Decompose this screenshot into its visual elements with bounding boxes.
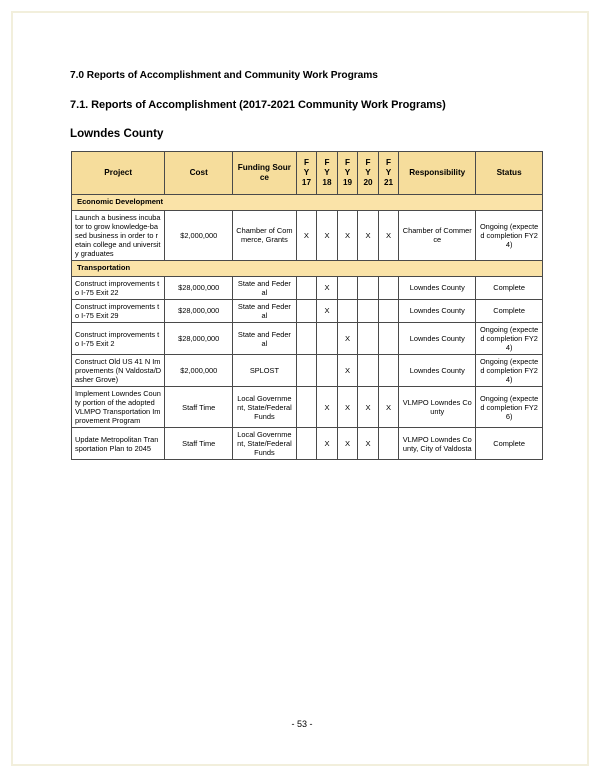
cell-fy20: X [358, 210, 379, 260]
fy20-line-1: F [365, 158, 371, 168]
cell-fy17 [296, 355, 317, 387]
cell-fy18: X [317, 276, 338, 299]
fy17-line-2: Y [303, 168, 310, 178]
fy18-line-2: Y [324, 168, 330, 178]
cell-fy21 [378, 323, 399, 355]
cell-cost: Staff Time [165, 387, 233, 428]
section-header-row [72, 261, 543, 277]
county-heading: Lowndes County [70, 127, 164, 140]
section-heading-7-0: 7.0 Reports of Accomplishment and Community Work Programs [70, 70, 378, 81]
cell-fy18 [317, 323, 338, 355]
column-header-status: Status [476, 152, 543, 195]
cell-funding: Local Government, State/Federal Funds [233, 428, 297, 460]
cell-responsibility: Lowndes County [399, 355, 476, 387]
column-header-cost: Cost [165, 152, 233, 195]
fy17-line-3: 17 [301, 177, 312, 187]
cell-funding: Local Government, State/Federal Funds [233, 387, 297, 428]
cell-fy19: X [337, 210, 358, 260]
cell-fy19 [337, 276, 358, 299]
cell-fy21: X [378, 387, 399, 428]
cell-project: Implement Lowndes County portion of the adopted VLMPO Transportation Improvement Program [72, 387, 165, 428]
fy18-line-3: 18 [322, 177, 332, 187]
cell-status: Ongoing (expected completion FY24) [476, 355, 543, 387]
cell-status: Complete [476, 428, 543, 460]
cell-cost: $2,000,000 [165, 355, 233, 387]
cell-fy17 [296, 299, 317, 322]
cell-fy17: X [296, 210, 317, 260]
cell-fy19: X [337, 428, 358, 460]
table-body [72, 195, 543, 460]
cell-fy18: X [317, 428, 338, 460]
column-header-fy17 [296, 152, 317, 195]
column-header-responsibility: Responsibility [399, 152, 476, 195]
cell-responsibility: VLMPO Lowndes County, City of Valdosta [399, 428, 476, 460]
cell-status: Ongoing (expected completion FY24) [476, 323, 543, 355]
table-row [72, 299, 543, 322]
cell-status: Ongoing (expected completion FY26) [476, 387, 543, 428]
cell-project: Construct Old US 41 N Improvements (N Valdosta/Dasher Grove) [72, 355, 165, 387]
fy19-line-1: F [344, 158, 350, 168]
cell-fy20: X [358, 387, 379, 428]
cell-fy20 [358, 299, 379, 322]
cell-cost: $2,000,000 [165, 210, 233, 260]
cell-fy17 [296, 387, 317, 428]
cell-fy21 [378, 299, 399, 322]
cell-fy18: X [317, 210, 338, 260]
cell-cost: $28,000,000 [165, 323, 233, 355]
cell-funding: State and Federal [233, 299, 297, 322]
cell-status: Complete [476, 276, 543, 299]
cell-fy18 [317, 355, 338, 387]
cell-project: Launch a business incubator to grow knowledge-based business in order to retain college and university graduates [72, 210, 165, 260]
table-row [72, 323, 543, 355]
cell-responsibility: Lowndes County [399, 299, 476, 322]
cell-fy20: X [358, 428, 379, 460]
column-header-fy21 [378, 152, 399, 195]
cell-project: Construct improvements to I-75 Exit 29 [72, 299, 165, 322]
fy20-line-3: 20 [363, 177, 373, 187]
column-header-fy20 [358, 152, 379, 195]
cell-fy21: X [378, 210, 399, 260]
column-header-fy19 [337, 152, 358, 195]
section-heading-7-1: 7.1. Reports of Accomplishment (2017-2021 Community Work Programs) [70, 99, 446, 111]
cell-fy20 [358, 276, 379, 299]
cell-cost: $28,000,000 [165, 299, 233, 322]
fy17-line-1: F [303, 158, 309, 168]
fy20-line-2: Y [365, 168, 371, 178]
cell-fy17 [296, 428, 317, 460]
table-row [72, 355, 543, 387]
cell-funding: State and Federal [233, 276, 297, 299]
cell-responsibility: Chamber of Commerce [399, 210, 476, 260]
section-title: Economic Development [72, 195, 543, 211]
document-page [11, 11, 589, 766]
cell-cost: $28,000,000 [165, 276, 233, 299]
cell-project: Update Metropolitan Transportation Plan to 2045 [72, 428, 165, 460]
cell-project: Construct improvements to I-75 Exit 2 [72, 323, 165, 355]
cell-funding: SPLOST [233, 355, 297, 387]
cell-responsibility: VLMPO Lowndes County [399, 387, 476, 428]
section-header-row [72, 195, 543, 211]
cell-fy20 [358, 323, 379, 355]
page-number: - 53 - [291, 719, 313, 729]
cell-fy18: X [317, 299, 338, 322]
cell-funding: Chamber of Commerce, Grants [233, 210, 297, 260]
cell-fy19: X [337, 387, 358, 428]
cell-funding: State and Federal [233, 323, 297, 355]
cell-fy17 [296, 323, 317, 355]
fy21-line-2: Y [385, 168, 392, 178]
table-row [72, 428, 543, 460]
cell-fy18: X [317, 387, 338, 428]
cell-project: Construct improvements to I-75 Exit 22 [72, 276, 165, 299]
column-header-fy18 [317, 152, 338, 195]
cell-status: Ongoing (expected completion FY24) [476, 210, 543, 260]
table-row [72, 387, 543, 428]
cell-fy21 [378, 276, 399, 299]
cell-responsibility: Lowndes County [399, 276, 476, 299]
cell-fy19: X [337, 355, 358, 387]
page-content [13, 13, 587, 764]
fy21-line-3: 21 [383, 177, 394, 187]
column-header-funding-source: Funding Source [233, 152, 297, 195]
fy19-line-2: Y [344, 168, 351, 178]
cell-fy17 [296, 276, 317, 299]
cell-fy19: X [337, 323, 358, 355]
fy19-line-3: 19 [342, 177, 353, 187]
column-header-project: Project [72, 152, 165, 195]
cell-fy20 [358, 355, 379, 387]
cell-status: Complete [476, 299, 543, 322]
fy18-line-1: F [324, 158, 330, 168]
table-row [72, 276, 543, 299]
cell-fy21 [378, 428, 399, 460]
fy21-line-1: F [386, 158, 392, 168]
section-title: Transportation [72, 261, 543, 277]
table-row [72, 210, 543, 260]
table-header-row [72, 152, 543, 195]
table-header [72, 152, 543, 195]
cell-fy19 [337, 299, 358, 322]
cell-cost: Staff Time [165, 428, 233, 460]
community-work-program-table [71, 151, 543, 460]
cell-responsibility: Lowndes County [399, 323, 476, 355]
cell-fy21 [378, 355, 399, 387]
